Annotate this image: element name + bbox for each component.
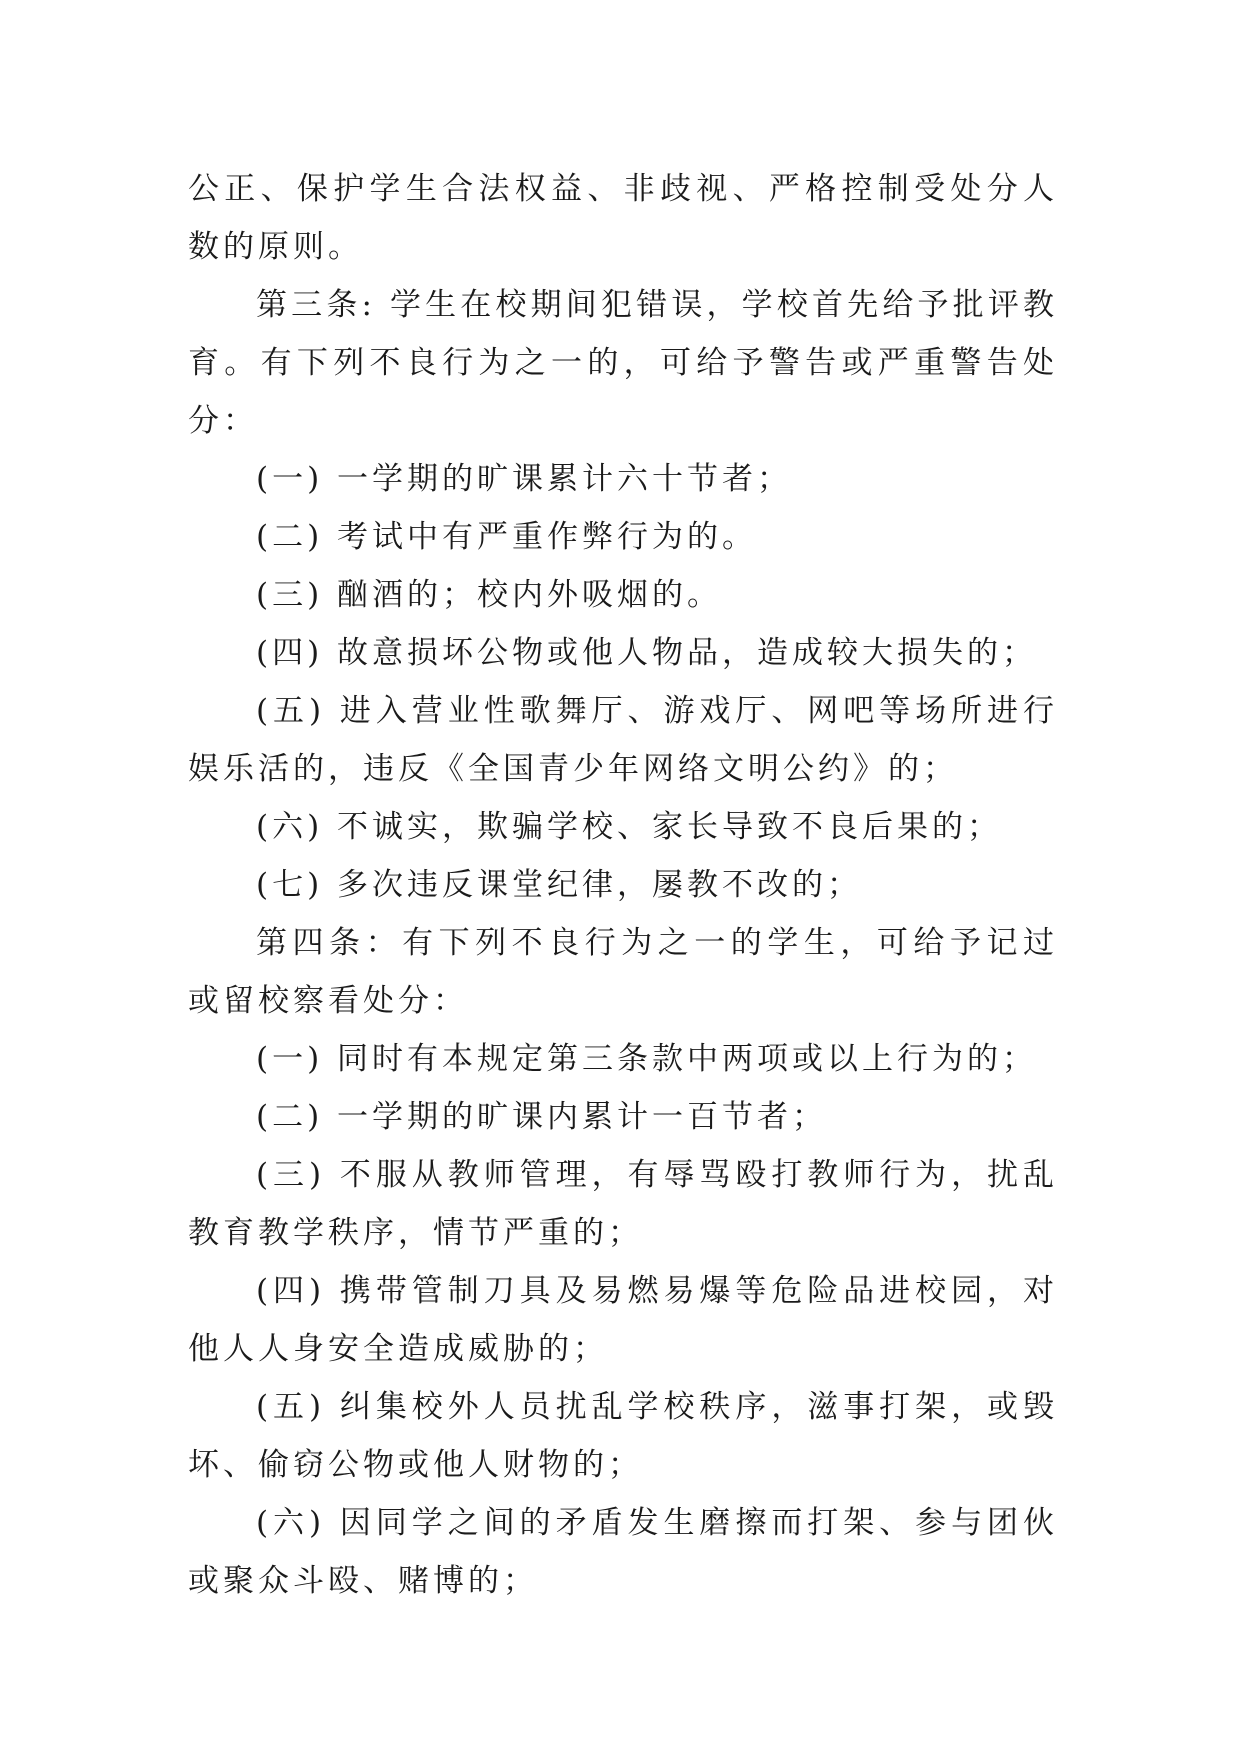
list-item-article-4-1: (一) 同时有本规定第三条款中两项或以上行为的； <box>256 1041 1038 1077</box>
list-item-article-3-1: (一) 一学期的旷课累计六十节者； <box>256 461 793 497</box>
paragraph-principles-continued: 公正、保护学生合法权益、非歧视、严格控制受处分人数的原则。 <box>188 171 1058 265</box>
list-item-article-4-5: (五) 纠集校外人员扰乱学校秩序，滋事打架，或毁坏、偷窃公物或他人财物的； <box>188 1389 1058 1483</box>
paragraph-article-3: 第三条: 学生在校期间犯错误，学校首先给予批评教育。有下列不良行为之一的，可给予警告或严重警告处分： <box>188 287 1058 439</box>
list-item-article-4-4: (四) 携带管制刀具及易燃易爆等危险品进校园，对他人人身安全造成威胁的； <box>188 1273 1058 1367</box>
list-item-article-3-4: (四) 故意损坏公物或他人物品，造成较大损失的； <box>256 635 1038 671</box>
list-item-article-3-3: (三) 酗酒的；校内外吸烟的。 <box>256 577 723 613</box>
list-item-article-3-2: (二) 考试中有严重作弊行为的。 <box>256 519 758 555</box>
list-item-article-4-2: (二) 一学期的旷课内累计一百节者； <box>256 1099 828 1135</box>
paragraph-article-4: 第四条：有下列不良行为之一的学生，可给予记过或留校察看处分： <box>188 925 1058 1019</box>
list-item-article-3-6: (六) 不诚实，欺骗学校、家长导致不良后果的； <box>256 809 1003 845</box>
list-item-article-4-6: (六) 因同学之间的矛盾发生磨擦而打架、参与团伙或聚众斗殴、赌博的； <box>188 1505 1058 1599</box>
list-item-article-3-7: (七) 多次违反课堂纪律，屡教不改的； <box>256 867 863 903</box>
document-body <box>188 160 1058 1610</box>
list-item-article-3-5: (五) 进入营业性歌舞厅、游戏厅、网吧等场所进行娱乐活的，违反《全国青少年网络文明公约》的； <box>188 693 1058 787</box>
list-item-article-4-3: (三) 不服从教师管理，有辱骂殴打教师行为，扰乱教育教学秩序，情节严重的； <box>188 1157 1058 1251</box>
